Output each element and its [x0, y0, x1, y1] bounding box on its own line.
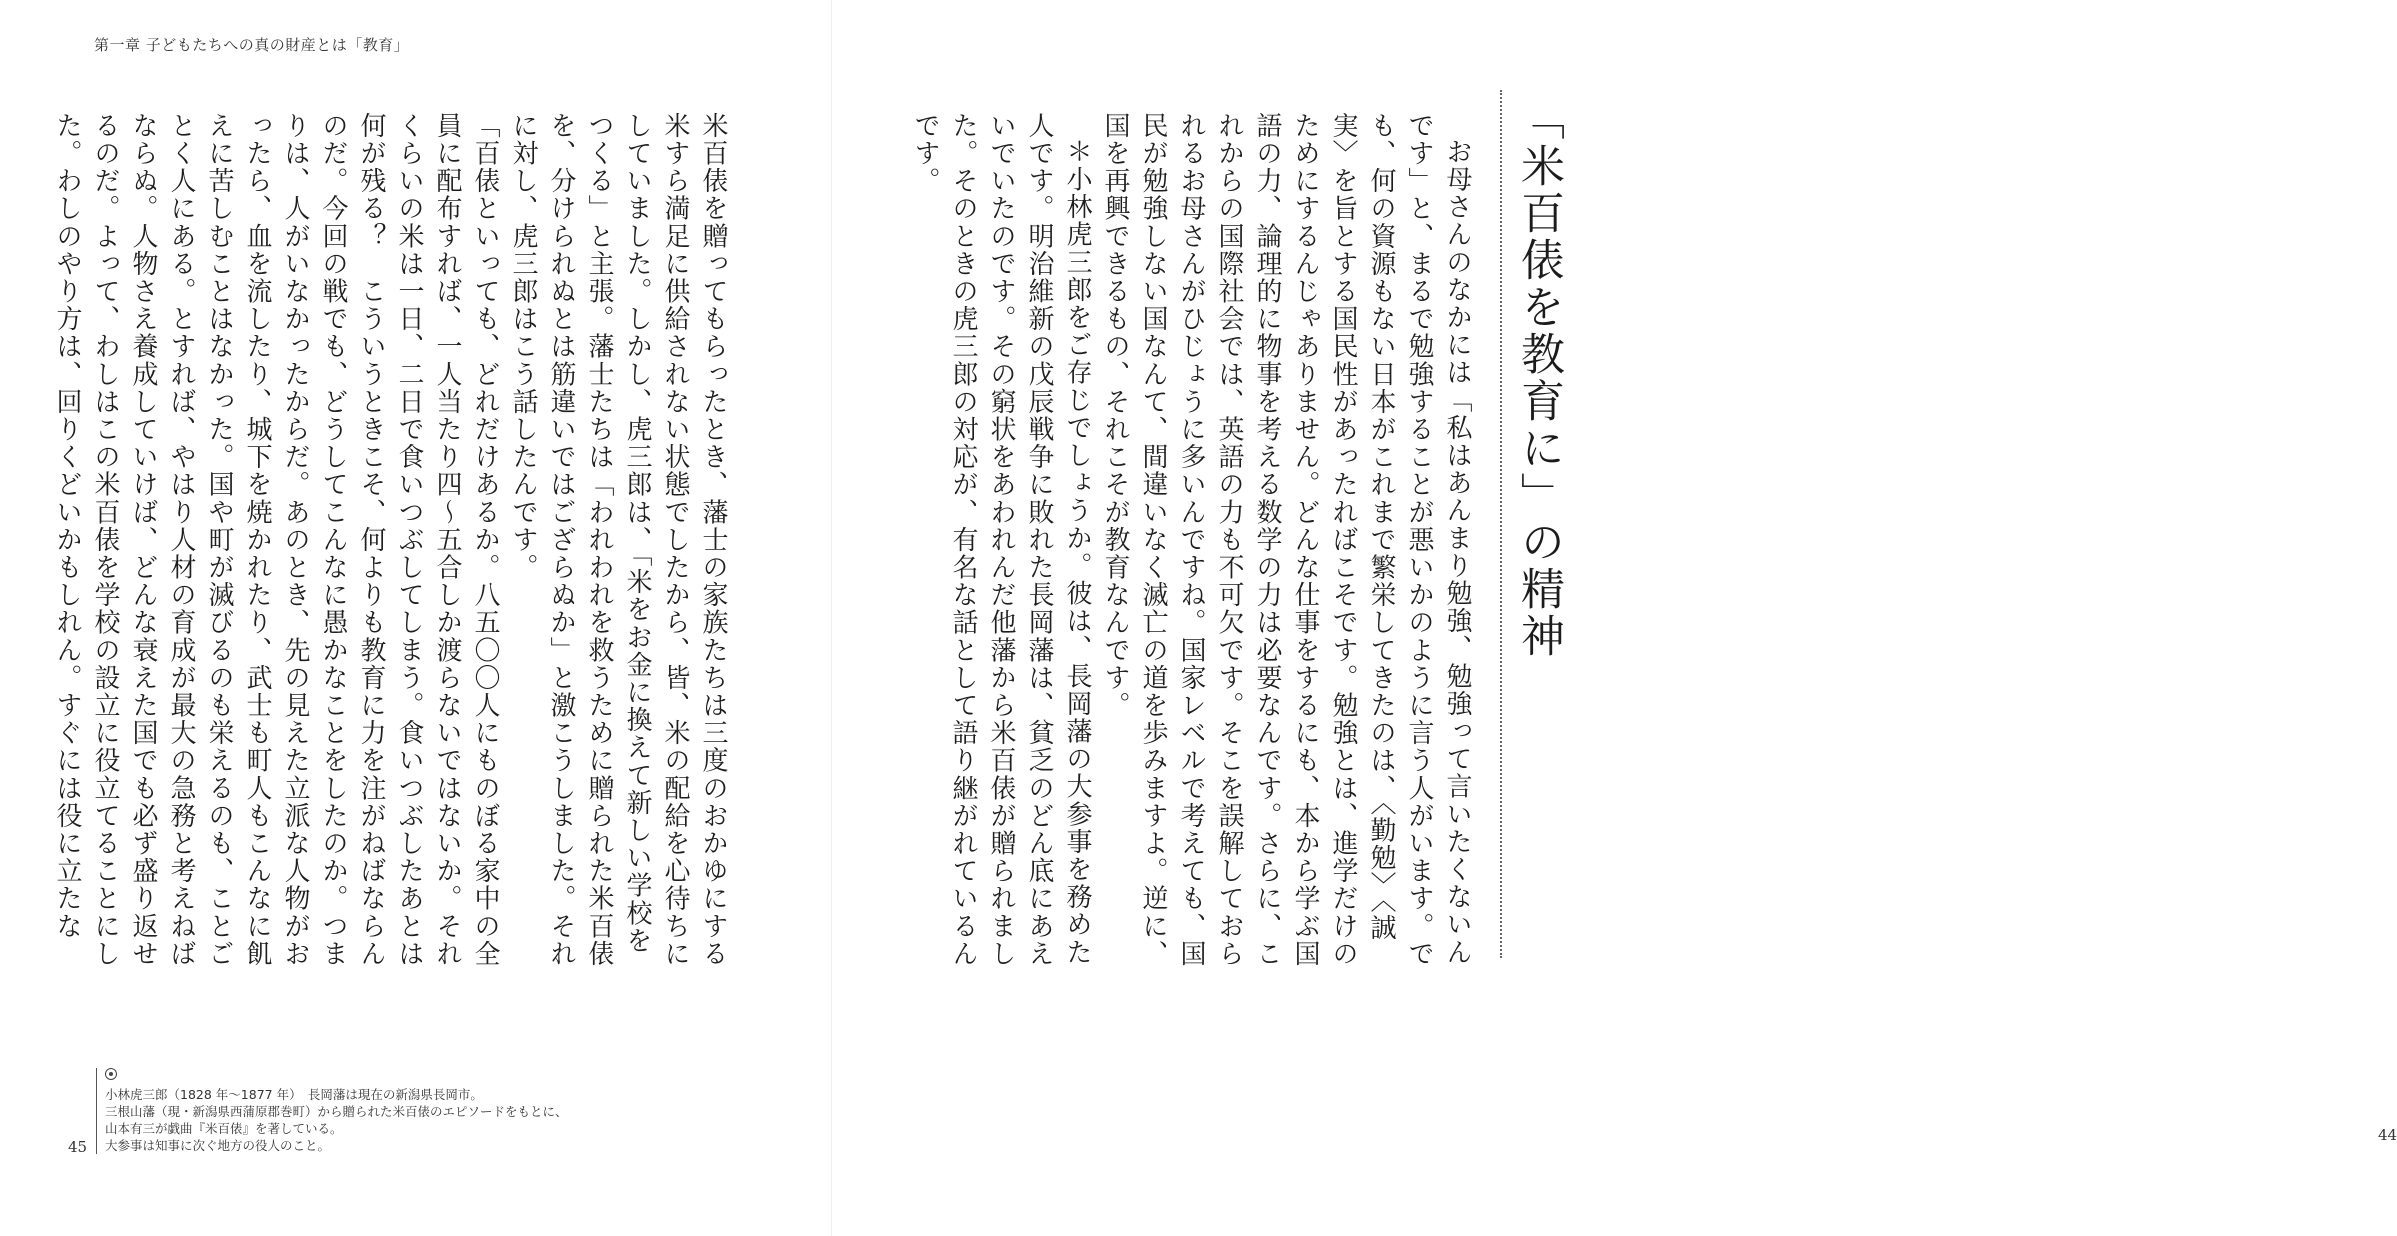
left-paragraph-1: 米百俵を贈ってもらったとき、藩士の家族たちは三度のおかゆにする米すら満足に供給されない状態でしたから、皆、米の配給を心待ちにしていました。しかし、虎三郎は、「米をお金に換えて新しい学校をつくる」と主張。藩士たちは「われわれを救うために贈られた米百俵を、分けられぬとは筋違いではござらぬか」と激こうしました。それに対し、虎三郎はこう話したんです。 — [508, 112, 728, 968]
left-body-text — [48, 112, 732, 968]
footnote-line: 三根山藩（現・新潟県西蒲原郡巻町）から贈られた米百俵のエピソードをもとに、 — [105, 1104, 568, 1119]
left-page — [0, 0, 832, 1236]
bullseye-icon — [105, 1068, 117, 1080]
page-number-right: 44 — [2378, 1126, 2397, 1144]
footnote-line: 小林虎三郎（1828 年〜1877 年） 長岡藩は現在の新潟県長岡市。 — [105, 1087, 483, 1102]
right-body-text — [906, 112, 1476, 968]
footnote-marker — [105, 1068, 745, 1086]
footnotes — [96, 1068, 745, 1154]
right-paragraph-2: ＊小林虎三郎をご存じでしょうか。彼は、長岡藩の大参事を務めた人です。明治維新の戊辰戦争に敗れた長岡藩は、貧乏のどん底にあえいでいたのです。その窮状をあわれんだ他藩から米百俵が贈られました。そのときの虎三郎の対応が、有名な話として語り継がれているんです。 — [910, 112, 1092, 968]
running-header: 第一章 子どもたちへの真の財産とは「教育」 — [94, 36, 410, 54]
right-paragraph-1: お母さんのなかには「私はあんまり勉強、勉強って言いたくないんです」と、まるで勉強することが悪いかのように言う人がいます。でも、何の資源もない日本がこれまで繁栄してきたのは、〈勤勉〉〈誠実〉を旨とする国民性があったればこそです。勉強とは、進学だけのためにするんじゃありません。どんな仕事をするにも、本から学ぶ国語の力、論理的に物事を考える数学の力は必要なんです。さらに、これからの国際社会では、英語の力も不可欠です。そこを誤解しておられるお母さんがひじょうに多いんですね。国家レベルで考えても、国民が勉強しない国なんて、間違いなく滅亡の道を歩みますよ。逆に、国を再興できるもの、それこそが教育なんです。 — [1100, 112, 1472, 968]
section-title-block — [1500, 90, 1574, 958]
section-title: 「米百俵を教育に」の精神 — [1513, 96, 1564, 660]
footnote-line: 大参事は知事に次ぐ地方の役人のこと。 — [105, 1138, 331, 1153]
page-number-left: 45 — [68, 1138, 88, 1156]
left-paragraph-2: 「百俵といっても、どれだけあるか。八五〇〇人にものぼる家中の全員に配布すれば、一人当たり四〜五合しか渡らないではないか。それくらいの米は一日、二日で食いつぶしてしまう。食いつぶしたあとは何が残る？ こういうときこそ、何よりも教育に力を注がねばならんのだ。今回の戦でも、どうしてこんなに愚かなことをしたのか。つまりは、人がいなかったからだ。あのとき、先の見えた立派な人物がおったら、血を流したり、城下を焼かれたり、武士も町人もこんなに飢えに苦しむことはなかった。国や町が滅びるのも栄えるのも、ことごとく人にある。とすれば、やはり人材の育成が最大の急務と考えねばならぬ。人物さえ養成していけば、どんな衰えた国でも必ず盛り返せるのだ。よって、わしはこの米百俵を学校の設立に役立てることにした。わしのやり方は、回りくどいかもしれん。すぐには役に立たな — [52, 112, 500, 968]
right-page — [832, 0, 2397, 1236]
footnote-line: 山本有三が戯曲『米百俵』を著している。 — [105, 1121, 343, 1136]
